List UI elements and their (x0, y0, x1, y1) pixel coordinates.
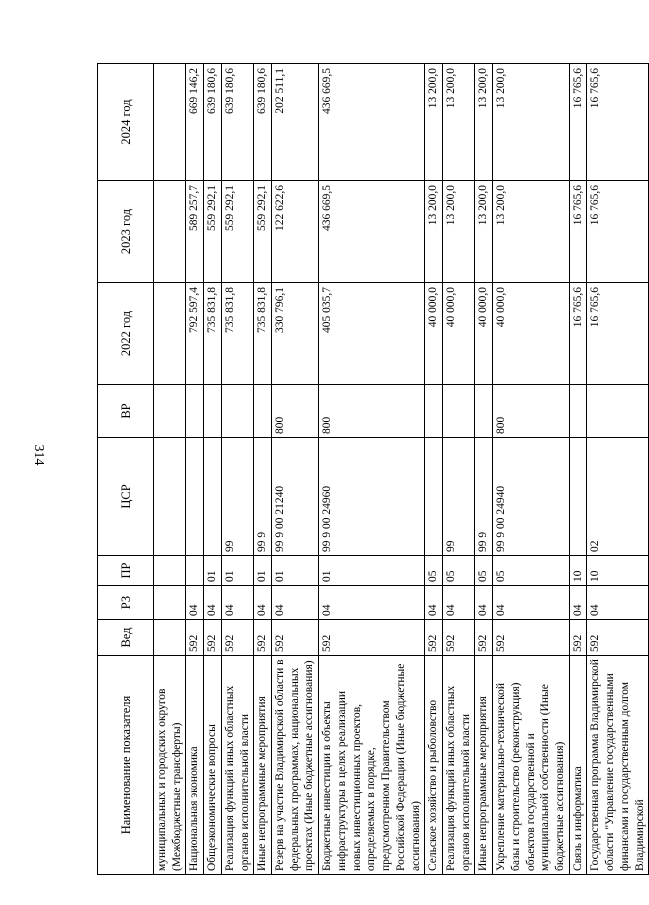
cell-2022: 16 765,6 (587, 283, 649, 385)
table-row (254, 64, 272, 875)
table-row (272, 64, 319, 875)
cell-name: Бюджетные инвестиции в объекты инфраструктуры в целях реализации новых инвестиционных проектов, определяемых в порядке, предусмотренном Правительством Российской Федерации (Иные бюджетные ассигнования) (319, 656, 425, 875)
cell-vr (475, 385, 493, 438)
cell-vr (425, 385, 443, 438)
cell-name: Резерв на участие Владимирской области в федеральных программах, национальных проектах (Иные бюджетные ассигнования) (272, 656, 319, 875)
cell-rz: 04 (254, 586, 272, 620)
cell-pr: 10 (569, 556, 587, 586)
cell-rz: 04 (319, 586, 425, 620)
page-number: 314 (31, 444, 46, 466)
cell-pr: 01 (272, 556, 319, 586)
cell-pr: 01 (204, 556, 222, 586)
cell-vr (442, 385, 474, 438)
cell-rz: 04 (587, 586, 649, 620)
table-row (493, 64, 570, 875)
cell-2023: 13 200,0 (425, 181, 443, 283)
cell-2022: 40 000,0 (425, 283, 443, 385)
cell-rz: 04 (569, 586, 587, 620)
cell-ved: 592 (272, 620, 319, 656)
cell-vr (186, 385, 204, 438)
cell-name: Реализация функций иных областных органов исполнительной власти (442, 656, 474, 875)
cell-pr: 01 (319, 556, 425, 586)
cell-ved: 592 (475, 620, 493, 656)
cell-2022: 40 000,0 (442, 283, 474, 385)
cell-rz: 04 (221, 586, 253, 620)
cell-2024: 202 511,1 (272, 64, 319, 181)
cell-2022: 735 831,8 (221, 283, 253, 385)
cell-2024: 669 146,2 (186, 64, 204, 181)
cell-2023: 559 292,1 (204, 181, 222, 283)
cell-pr: 01 (221, 556, 253, 586)
cell-csr (186, 438, 204, 556)
cell-ved: 592 (221, 620, 253, 656)
cell-name: Национальная экономика (186, 656, 204, 875)
cell-2023: 589 257,7 (186, 181, 204, 283)
cell-rz: 04 (442, 586, 474, 620)
cell-2024: 16 765,6 (569, 64, 587, 181)
cell-2024: 13 200,0 (442, 64, 474, 181)
cell-ved: 592 (319, 620, 425, 656)
cell-2024 (154, 64, 186, 181)
cell-2024: 639 180,6 (221, 64, 253, 181)
table-row (475, 64, 493, 875)
cell-rz: 04 (186, 586, 204, 620)
header-ved: Вед (98, 620, 154, 656)
cell-name: Общеэкономические вопросы (204, 656, 222, 875)
cell-pr: 05 (475, 556, 493, 586)
cell-2022: 735 831,8 (204, 283, 222, 385)
header-2022: 2022 год (98, 283, 154, 385)
table-row (186, 64, 204, 875)
cell-name: Государственная программа Владимирской области "Управление государственными финансами и государственным долгом Владимирской (587, 656, 649, 875)
cell-2023: 16 765,6 (587, 181, 649, 283)
cell-csr: 99 9 (475, 438, 493, 556)
cell-2022: 405 035,7 (319, 283, 425, 385)
header-name: Наименование показателя (98, 656, 154, 875)
cell-vr (154, 385, 186, 438)
cell-ved (154, 620, 186, 656)
cell-2022: 792 597,4 (186, 283, 204, 385)
cell-2024: 13 200,0 (425, 64, 443, 181)
cell-vr: 800 (272, 385, 319, 438)
cell-2022: 40 000,0 (475, 283, 493, 385)
cell-2023: 122 622,6 (272, 181, 319, 283)
cell-name: Укрепление материально-технической базы и строительство (реконструкция) объектов государственной и муниципальной собственности (Иные бюджетные ассигнования) (493, 656, 570, 875)
cell-csr: 02 (587, 438, 649, 556)
cell-csr: 99 9 00 24960 (319, 438, 425, 556)
cell-rz: 04 (272, 586, 319, 620)
table-row (569, 64, 587, 875)
cell-name: Иные непрограммные мероприятия (475, 656, 493, 875)
cell-ved: 592 (569, 620, 587, 656)
header-vr: ВР (98, 385, 154, 438)
cell-csr (569, 438, 587, 556)
cell-2022: 16 765,6 (569, 283, 587, 385)
cell-name: муниципальных и городских округов (Межбюджетные трансферты) (154, 656, 186, 875)
cell-csr: 99 9 (254, 438, 272, 556)
table-row (587, 64, 649, 875)
cell-2023: 436 669,5 (319, 181, 425, 283)
cell-vr (221, 385, 253, 438)
table-header-row (98, 64, 154, 875)
cell-rz: 04 (204, 586, 222, 620)
cell-2023: 13 200,0 (475, 181, 493, 283)
table-row (442, 64, 474, 875)
cell-ved: 592 (425, 620, 443, 656)
cell-2023: 13 200,0 (493, 181, 570, 283)
cell-pr: 10 (587, 556, 649, 586)
cell-ved: 592 (442, 620, 474, 656)
cell-2022 (154, 283, 186, 385)
cell-name: Иные непрограммные мероприятия (254, 656, 272, 875)
cell-pr: 01 (254, 556, 272, 586)
cell-2023: 559 292,1 (254, 181, 272, 283)
cell-pr: 05 (425, 556, 443, 586)
cell-csr (204, 438, 222, 556)
header-rz: РЗ (98, 586, 154, 620)
cell-rz: 04 (493, 586, 570, 620)
header-pr: ПР (98, 556, 154, 586)
cell-name: Реализация функций иных областных органов исполнительной власти (221, 656, 253, 875)
cell-2024: 639 180,6 (254, 64, 272, 181)
cell-2024: 436 669,5 (319, 64, 425, 181)
cell-vr: 800 (493, 385, 570, 438)
cell-2023: 559 292,1 (221, 181, 253, 283)
header-2023: 2023 год (98, 181, 154, 283)
cell-ved: 592 (186, 620, 204, 656)
table-row (319, 64, 425, 875)
cell-csr: 99 (221, 438, 253, 556)
cell-2024: 639 180,6 (204, 64, 222, 181)
cell-csr: 99 9 00 21240 (272, 438, 319, 556)
cell-pr (186, 556, 204, 586)
header-2024: 2024 год (98, 64, 154, 181)
cell-vr (569, 385, 587, 438)
cell-vr: 800 (319, 385, 425, 438)
cell-vr (204, 385, 222, 438)
budget-table-container (97, 64, 646, 875)
budget-table (97, 63, 649, 875)
cell-ved: 592 (587, 620, 649, 656)
cell-pr: 05 (442, 556, 474, 586)
table-row (204, 64, 222, 875)
cell-ved: 592 (204, 620, 222, 656)
cell-name: Сельское хозяйство и рыболовство (425, 656, 443, 875)
cell-2023 (154, 181, 186, 283)
cell-pr: 05 (493, 556, 570, 586)
cell-2023: 16 765,6 (569, 181, 587, 283)
header-csr: ЦСР (98, 438, 154, 556)
cell-vr (587, 385, 649, 438)
table-row (221, 64, 253, 875)
cell-2022: 735 831,8 (254, 283, 272, 385)
cell-vr (254, 385, 272, 438)
cell-csr: 99 (442, 438, 474, 556)
cell-rz: 04 (475, 586, 493, 620)
cell-rz (154, 586, 186, 620)
cell-rz: 04 (425, 586, 443, 620)
cell-csr (425, 438, 443, 556)
cell-ved: 592 (493, 620, 570, 656)
cell-pr (154, 556, 186, 586)
cell-2022: 40 000,0 (493, 283, 570, 385)
cell-2024: 16 765,6 (587, 64, 649, 181)
table-row (154, 64, 186, 875)
cell-2022: 330 796,1 (272, 283, 319, 385)
cell-name: Связь и информатика (569, 656, 587, 875)
table-row (425, 64, 443, 875)
cell-2023: 13 200,0 (442, 181, 474, 283)
cell-2024: 13 200,0 (475, 64, 493, 181)
cell-csr: 99 9 00 24940 (493, 438, 570, 556)
cell-csr (154, 438, 186, 556)
cell-2024: 13 200,0 (493, 64, 570, 181)
cell-ved: 592 (254, 620, 272, 656)
